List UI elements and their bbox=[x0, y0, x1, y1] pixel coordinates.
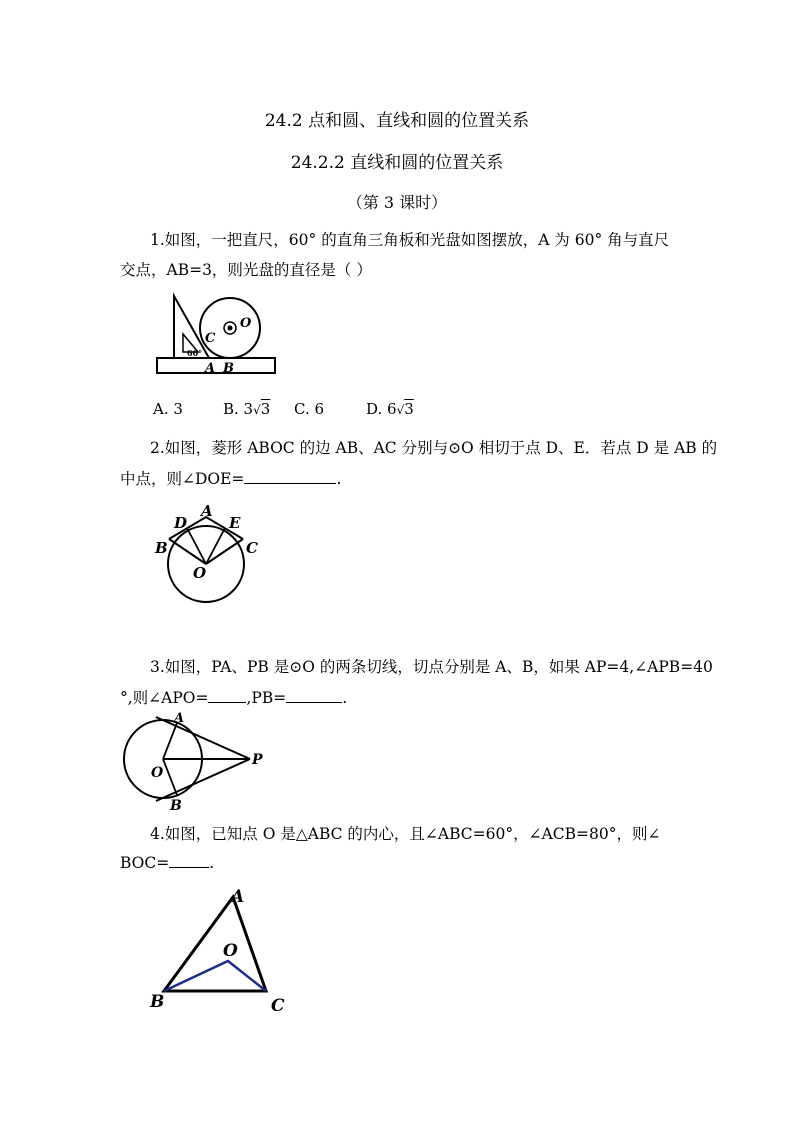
q4-answer-blank[interactable] bbox=[169, 853, 209, 868]
q1-option-d-radicand: 3 bbox=[404, 400, 414, 418]
q4-triangle bbox=[164, 897, 266, 991]
q3-figure bbox=[118, 708, 278, 816]
q3-text-line1: 3.如图，PA、PB 是⊙O 的两条切线，切点分别是 A、B，如果 AP=4,∠APB=40 bbox=[150, 658, 713, 676]
q1-option-d-text: D. 6 bbox=[366, 400, 397, 418]
sqrt-icon: √ bbox=[396, 403, 405, 417]
q1-option-b bbox=[223, 400, 270, 418]
disc-center bbox=[228, 326, 233, 331]
q1-option-b-text: B. 3 bbox=[223, 400, 254, 418]
q3-label-p: P bbox=[252, 752, 263, 768]
q4-label-a: A bbox=[231, 887, 245, 907]
q1-option-b-radicand: 3 bbox=[260, 400, 271, 418]
q1-option-c: C. 6 bbox=[294, 400, 325, 418]
q2-label-d: D bbox=[174, 514, 188, 532]
q3-text-prefix: °,则∠APO= bbox=[120, 689, 209, 707]
q2-label-o: O bbox=[193, 564, 207, 582]
q4-text-line1: 4.如图，已知点 O 是△ABC 的内心，且∠ABC=60°，∠ACB=80°，则∠ bbox=[150, 825, 661, 843]
q4-text-line2 bbox=[120, 853, 680, 872]
q1-label-o: O bbox=[240, 316, 252, 331]
q1-label-a: A bbox=[205, 361, 216, 376]
q1-label-angle: 60° bbox=[187, 348, 203, 358]
q1-figure bbox=[150, 290, 290, 382]
q2-label-b: B bbox=[155, 539, 168, 557]
q4-figure bbox=[145, 880, 295, 1016]
q3-label-b: B bbox=[170, 798, 182, 814]
q3-segment-ob bbox=[163, 759, 177, 795]
q3-label-a: A bbox=[174, 711, 185, 726]
q3-label-o: O bbox=[151, 765, 164, 781]
q3-text-line2 bbox=[120, 686, 680, 708]
q1-label-b: B bbox=[223, 361, 234, 376]
q2-label-e: E bbox=[229, 514, 241, 532]
q4-label-o: O bbox=[223, 941, 238, 961]
q2-label-a: A bbox=[201, 502, 213, 520]
q3-text-mid: ,PB= bbox=[246, 689, 287, 707]
q2-figure bbox=[150, 500, 270, 610]
q1-option-a: A. 3 bbox=[153, 400, 183, 418]
q1-text-line1: 1.如图，一把直尺，60° 的直角三角板和光盘如图摆放，A 为 60° 角与直尺 bbox=[150, 231, 670, 249]
q2-segment-ob bbox=[169, 539, 206, 564]
q2-text-prefix: 中点，则∠DOE= bbox=[120, 470, 245, 488]
q3-tangent-pb bbox=[156, 759, 250, 801]
q1-text-line2: 交点，AB=3，则光盘的直径是（ ） bbox=[120, 261, 372, 279]
q2-text-line1: 2.如图，菱形 ABOC 的边 AB、AC 分别与⊙O 相切于点 D、E．若点 D 是 AB 的 bbox=[150, 439, 718, 457]
q3-segment-oa bbox=[163, 723, 177, 759]
q3-tangent-pa bbox=[156, 717, 250, 759]
q2-answer-blank[interactable] bbox=[244, 469, 336, 484]
ruler bbox=[157, 358, 275, 373]
q2-segment-oc bbox=[206, 539, 243, 564]
lesson-label: （第 3 课时） bbox=[346, 193, 448, 212]
q3-text-suffix: . bbox=[342, 689, 348, 707]
q4-label-b: B bbox=[150, 992, 165, 1012]
q2-text-line2 bbox=[120, 467, 680, 489]
q3-answer-blank-apo[interactable] bbox=[208, 688, 246, 703]
q2-text-suffix: . bbox=[336, 470, 342, 488]
q4-label-c: C bbox=[271, 996, 285, 1016]
section-title: 24.2 点和圆、直线和圆的位置关系 bbox=[264, 111, 530, 131]
q4-segments-bo-co bbox=[164, 961, 266, 991]
q1-label-c: C bbox=[205, 331, 216, 346]
q4-text-suffix: . bbox=[209, 854, 215, 872]
q1-option-d bbox=[366, 400, 414, 418]
subsection-title: 24.2.2 直线和圆的位置关系 bbox=[290, 153, 504, 173]
q3-answer-blank-pb[interactable] bbox=[286, 688, 342, 703]
q4-text-prefix: BOC= bbox=[120, 854, 170, 872]
q2-label-c: C bbox=[246, 539, 258, 557]
sqrt-icon: √ bbox=[253, 403, 261, 417]
